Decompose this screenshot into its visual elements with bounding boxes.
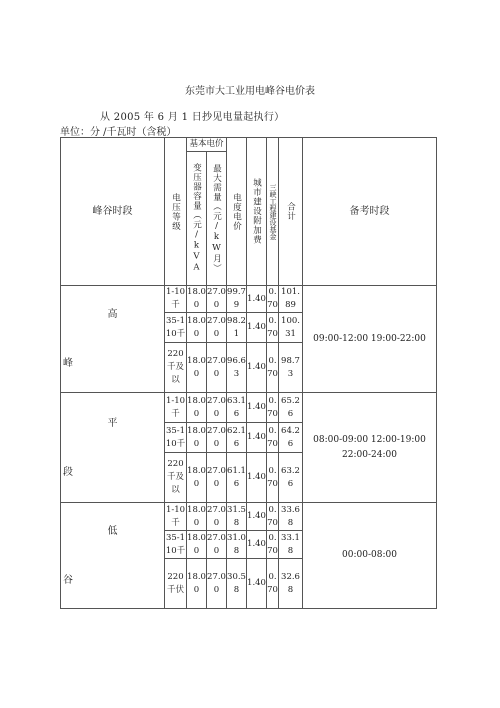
cell-transformer: 18.00 [187, 531, 207, 559]
cell-total: 101.89 [279, 286, 303, 313]
header-transformer: 变压器容量（元/kVA [187, 152, 207, 286]
period-cell [61, 393, 165, 503]
cell-demand: 27.00 [207, 313, 227, 343]
cell-transformer: 18.00 [187, 453, 207, 503]
cell-voltage: 35-110千 [165, 313, 187, 343]
cell-city: 1.40 [247, 453, 267, 503]
cell-transformer: 18.00 [187, 559, 207, 609]
cell-city: 1.40 [247, 343, 267, 393]
unit-note: 单位：分 /千瓦时（含税） [60, 127, 177, 138]
cell-energy: 99.79 [227, 286, 247, 313]
cell-energy: 96.63 [227, 343, 247, 393]
cell-gorges: 0.70 [267, 286, 279, 313]
cell-transformer: 18.00 [187, 423, 207, 453]
cell-voltage: 220千及以 [165, 343, 187, 393]
cell-voltage: 220千及以 [165, 453, 187, 503]
cell-gorges: 0.70 [267, 531, 279, 559]
cell-total: 100.31 [279, 313, 303, 343]
cell-city: 1.40 [247, 531, 267, 559]
header-period: 峰谷时段 [61, 138, 165, 286]
cell-energy: 62.16 [227, 423, 247, 453]
remark-cell: 08:00-09:00 12:00-19:00 22:00-24:00 [303, 393, 437, 503]
cell-gorges: 0.70 [267, 313, 279, 343]
period-side-label: 段 [63, 466, 73, 478]
cell-total: 33.18 [279, 531, 303, 559]
cell-city: 1.40 [247, 423, 267, 453]
cell-city: 1.40 [247, 503, 267, 531]
tariff-table [60, 137, 437, 609]
table-row [61, 286, 437, 313]
table-row [61, 393, 437, 423]
cell-energy: 98.21 [227, 313, 247, 343]
cell-total: 32.68 [279, 559, 303, 609]
header-energy-price: 电度电价 [227, 138, 247, 286]
cell-city: 1.40 [247, 559, 267, 609]
cell-total: 64.26 [279, 423, 303, 453]
cell-total: 98.73 [279, 343, 303, 393]
header-voltage: 电压等级 [165, 138, 187, 286]
period-level: 高 [107, 309, 118, 320]
cell-gorges: 0.70 [267, 423, 279, 453]
cell-demand: 27.00 [207, 531, 227, 559]
period-cell [61, 503, 165, 609]
period-cell [61, 286, 165, 393]
remark-cell: 00:00-08:00 [303, 503, 437, 609]
cell-city: 1.40 [247, 313, 267, 343]
cell-transformer: 18.00 [187, 286, 207, 313]
cell-demand: 27.00 [207, 559, 227, 609]
cell-gorges: 0.70 [267, 559, 279, 609]
cell-gorges: 0.70 [267, 503, 279, 531]
cell-demand: 27.00 [207, 393, 227, 423]
cell-voltage: 1-10千 [165, 393, 187, 423]
header-max-demand: 最大需量（元/kW月） [207, 152, 227, 286]
cell-voltage: 1-10千 [165, 286, 187, 313]
header-basic-price: 基本电价 [187, 138, 227, 152]
period-side-label: 谷 [63, 574, 73, 586]
period-side-label: 峰 [63, 358, 73, 369]
cell-energy: 61.16 [227, 453, 247, 503]
cell-energy: 31.08 [227, 531, 247, 559]
cell-gorges: 0.70 [267, 453, 279, 503]
cell-total: 33.68 [279, 503, 303, 531]
cell-transformer: 18.00 [187, 393, 207, 423]
header-total: 合计 [279, 138, 303, 286]
header-remark: 备考时段 [303, 138, 437, 286]
table-row [61, 503, 437, 531]
cell-demand: 27.00 [207, 423, 227, 453]
cell-transformer: 18.00 [187, 313, 207, 343]
cell-energy: 63.16 [227, 393, 247, 423]
page-subtitle: 从 2005 年 6 月 1 日抄见电量起执行） [100, 112, 285, 123]
period-level: 低 [107, 525, 118, 537]
cell-energy: 31.58 [227, 503, 247, 531]
cell-city: 1.40 [247, 393, 267, 423]
period-level: 平 [107, 417, 118, 429]
cell-transformer: 18.00 [187, 503, 207, 531]
cell-demand: 27.00 [207, 286, 227, 313]
cell-demand: 27.00 [207, 503, 227, 531]
cell-voltage: 35-110千 [165, 423, 187, 453]
cell-energy: 30.58 [227, 559, 247, 609]
cell-demand: 27.00 [207, 453, 227, 503]
cell-voltage: 35-110千 [165, 531, 187, 559]
page-title: 东莞市大工业用电峰谷电价表 [185, 86, 315, 97]
cell-total: 65.26 [279, 393, 303, 423]
cell-total: 63.26 [279, 453, 303, 503]
cell-transformer: 18.00 [187, 343, 207, 393]
cell-voltage: 220千伏 [165, 559, 187, 609]
cell-gorges: 0.70 [267, 343, 279, 393]
header-city-surcharge: 城市建设附加费 [247, 138, 267, 286]
cell-voltage: 1-10千 [165, 503, 187, 531]
header-three-gorges: 三峡工程建设基金 [267, 138, 279, 286]
cell-gorges: 0.70 [267, 393, 279, 423]
cell-city: 1.40 [247, 286, 267, 313]
cell-demand: 27.00 [207, 343, 227, 393]
remark-cell: 09:00-12:00 19:00-22:00 [303, 286, 437, 393]
